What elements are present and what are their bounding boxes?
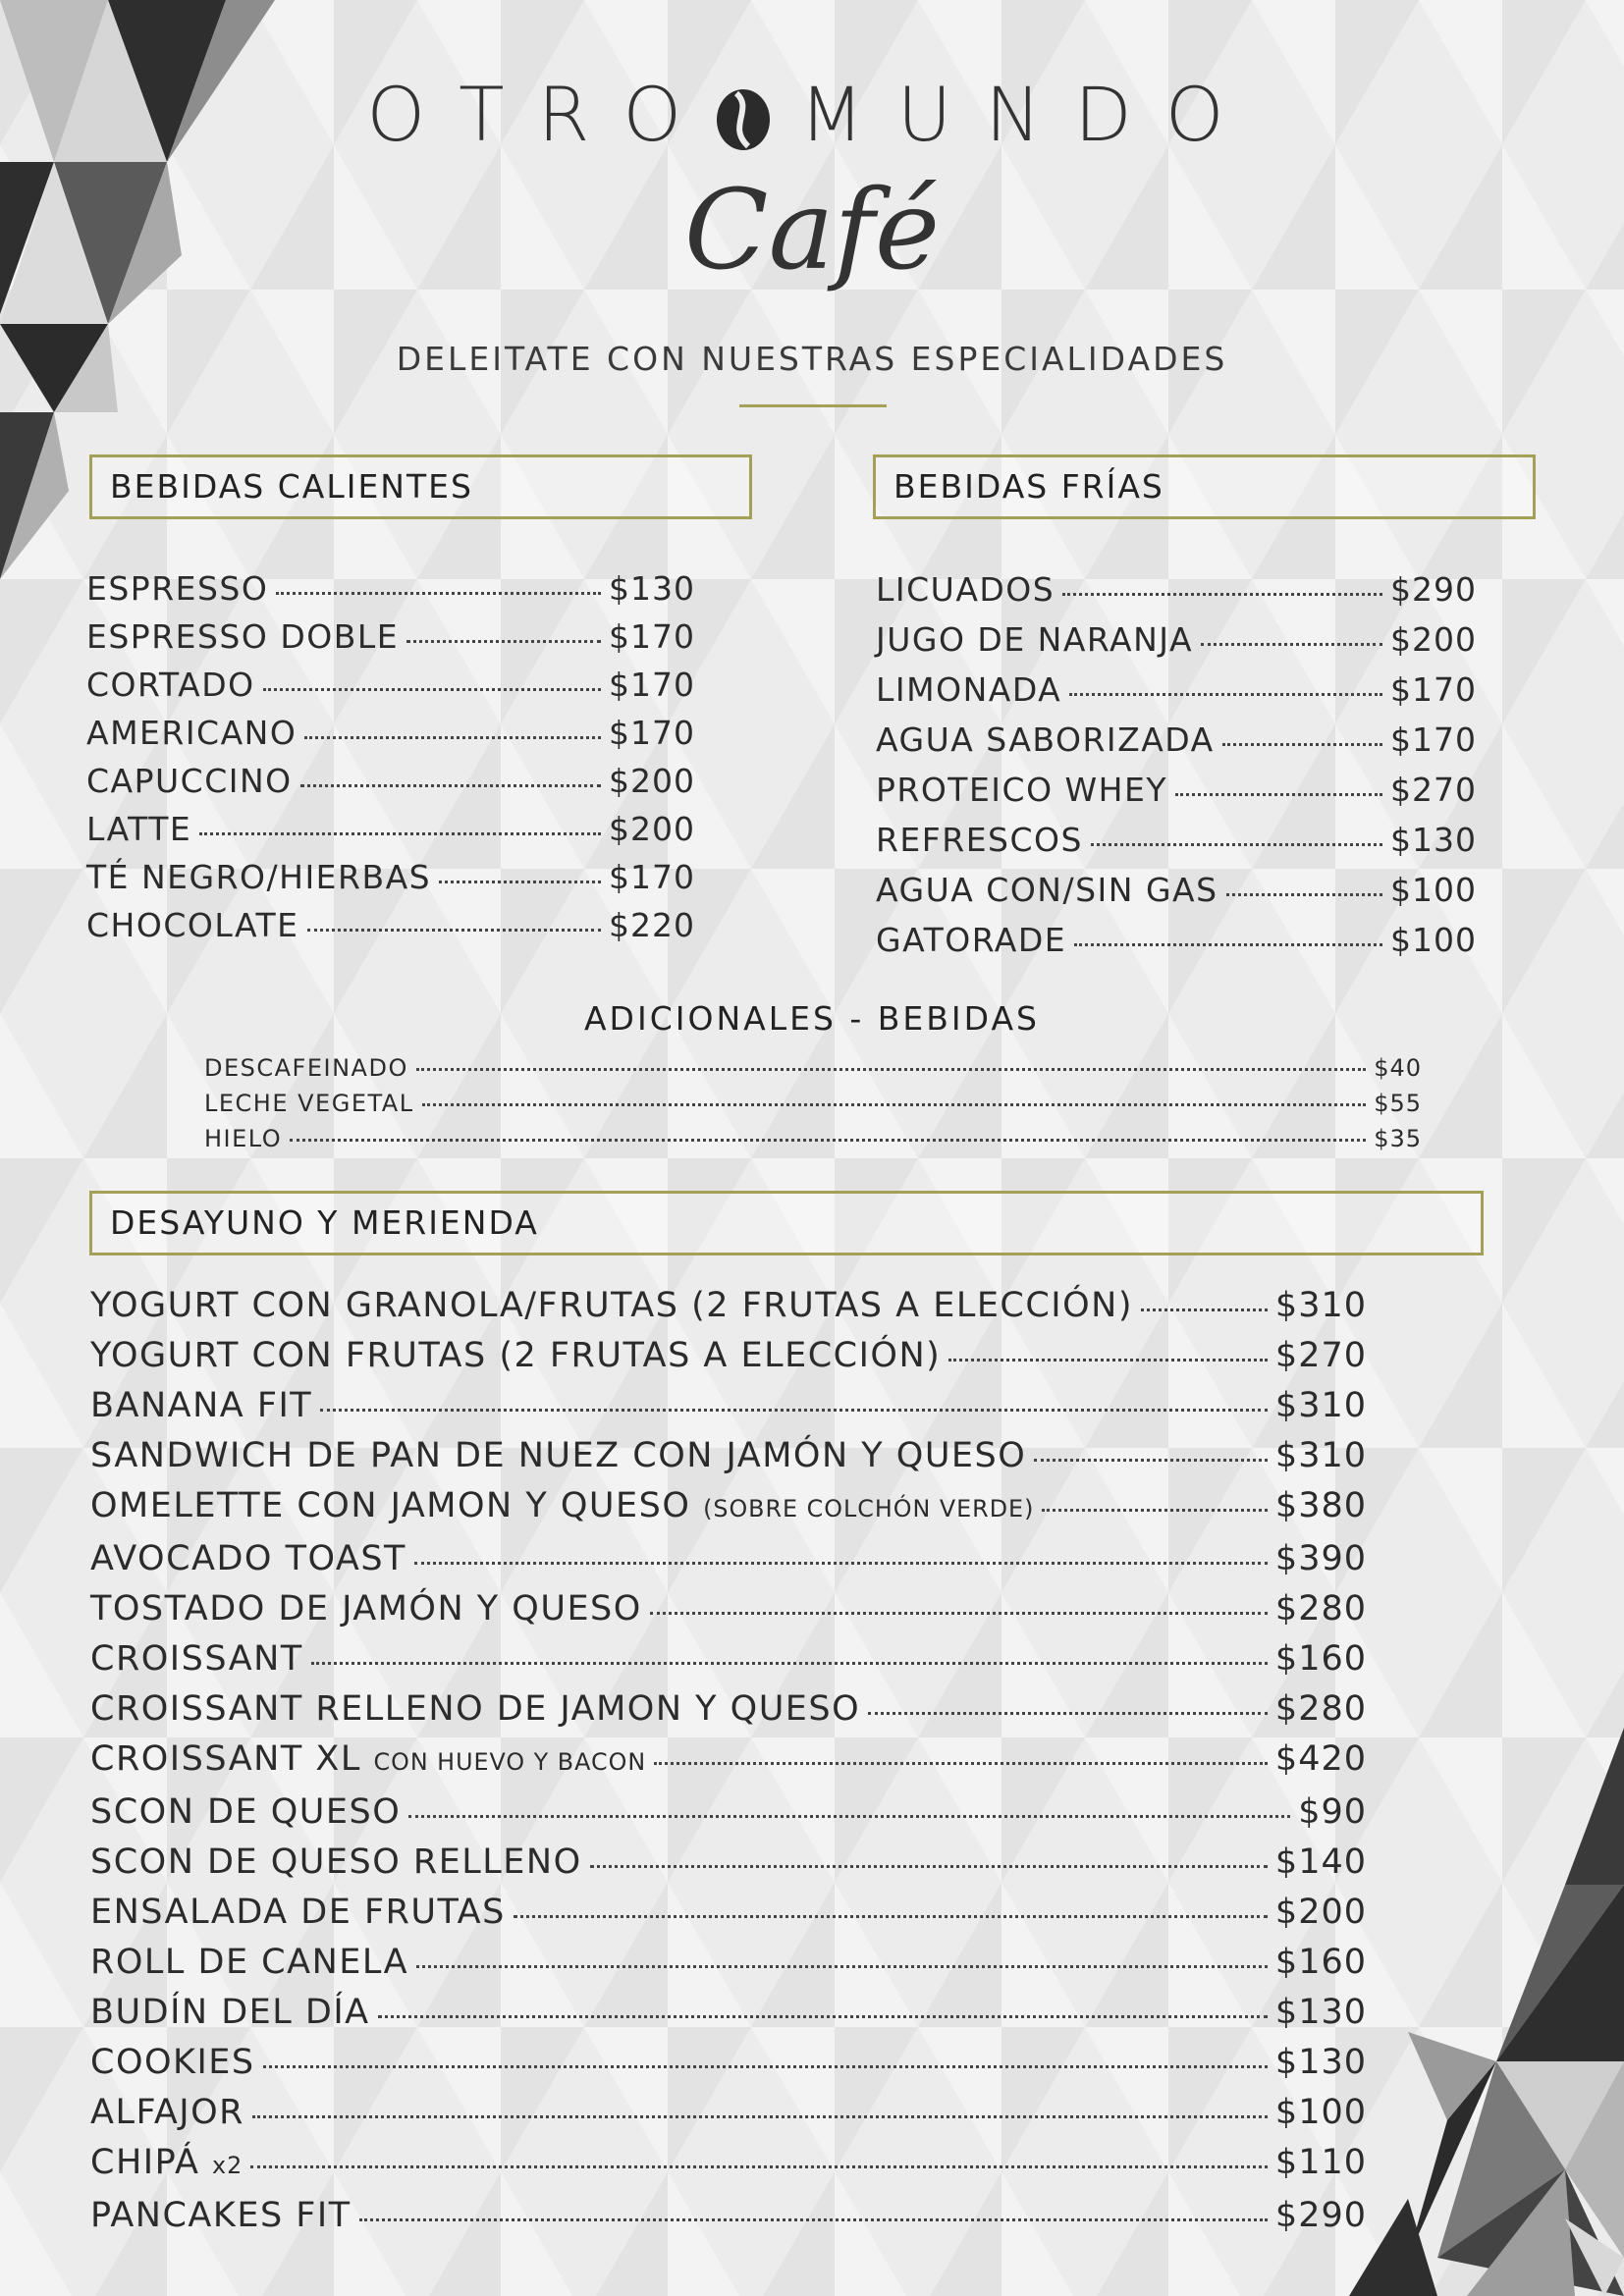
menu-item (86, 709, 695, 757)
menu-item-name (90, 1938, 408, 1988)
menu-item-name (90, 1381, 312, 1431)
menu-item-note: CON HUEVO Y BACON (373, 1748, 647, 1776)
menu-item-name (204, 1050, 408, 1086)
menu-item-name (90, 1634, 303, 1684)
menu-item (86, 613, 695, 661)
menu-item (90, 2138, 1367, 2191)
menu-item-label: CAPUCCINO (86, 762, 293, 800)
menu-item-name (86, 661, 255, 709)
menu-item-label: LATTE (86, 810, 192, 848)
dot-leader (654, 1762, 1268, 1765)
menu-item (86, 757, 695, 805)
brand-word-left: OTRO (366, 71, 716, 158)
menu-item-price: $220 (609, 906, 695, 944)
menu-item (876, 564, 1477, 614)
menu-item-price: $140 (1274, 1842, 1367, 1882)
menu-item (86, 901, 695, 949)
dot-leader (868, 1712, 1268, 1715)
menu-item (86, 661, 695, 709)
dot-leader (320, 1409, 1268, 1412)
menu-item-label: CORTADO (86, 666, 255, 704)
menu-item-name (90, 1735, 646, 1788)
menu-item-label: CROISSANT XL (90, 1739, 361, 1779)
menu-item-price: $200 (1274, 1893, 1367, 1932)
menu-item (204, 1050, 1422, 1086)
menu-item-label: ESPRESSO (86, 569, 269, 608)
menu-item-name (90, 1888, 506, 1938)
brand-logo (0, 71, 1624, 158)
menu-item (90, 2088, 1367, 2138)
menu-item-name (86, 901, 299, 949)
tagline: DELEITATE CON NUESTRAS ESPECIALIDADES (396, 340, 1228, 378)
dot-leader (1222, 743, 1382, 746)
dot-leader (1226, 893, 1382, 896)
decorative-triangles-bottom-right (1349, 1708, 1624, 2296)
menu-item-price: $130 (1274, 2043, 1367, 2082)
menu-item (90, 1381, 1367, 1431)
menu-item-label: BUDÍN DEL DÍA (90, 1993, 370, 2032)
dot-leader (1074, 943, 1382, 946)
menu-item-note: x2 (212, 2152, 244, 2179)
menu-item (90, 1584, 1367, 1634)
menu-item-name (90, 2088, 244, 2138)
dot-leader (416, 1068, 1366, 1071)
menu-item-price: $390 (1274, 1539, 1367, 1578)
menu-item (90, 1281, 1367, 1331)
dot-leader (307, 929, 602, 932)
menu-item-label: LICUADOS (876, 570, 1056, 609)
menu-item-label: LECHE VEGETAL (204, 1090, 414, 1117)
menu-item-label: BANANA FIT (90, 1386, 313, 1425)
hot-drinks-list (86, 564, 695, 949)
menu-item-name (90, 1534, 406, 1584)
menu-item-name (204, 1086, 414, 1121)
dot-leader (1091, 843, 1382, 846)
menu-item-price: $310 (1274, 1386, 1367, 1425)
dot-leader (1175, 793, 1382, 796)
dot-leader (263, 688, 601, 691)
coffee-bean-icon (715, 82, 772, 147)
menu-item-name (90, 1838, 582, 1888)
section-header-breakfast: DESAYUNO Y MERIENDA (89, 1191, 1484, 1255)
menu-item (876, 765, 1477, 815)
menu-item-price: $200 (609, 762, 695, 800)
menu-item-price: $420 (1274, 1739, 1367, 1779)
menu-item-name (876, 564, 1055, 614)
menu-item-name (86, 805, 191, 853)
breakfast-list (90, 1281, 1367, 2241)
menu-item-name (90, 1431, 1026, 1481)
section-header-cold-drinks: BEBIDAS FRÍAS (873, 454, 1536, 519)
menu-item-price: $310 (1274, 1436, 1367, 1475)
menu-item (86, 805, 695, 853)
menu-item-name (90, 1481, 1034, 1534)
menu-item-price: $200 (1390, 620, 1477, 659)
menu-item-name (90, 1684, 860, 1735)
menu-item-price: $160 (1274, 1639, 1367, 1679)
menu-item-price: $170 (1390, 721, 1477, 759)
brand-script-title: Café (683, 167, 941, 294)
menu-item-label: AGUA CON/SIN GAS (876, 871, 1218, 909)
dot-leader (263, 2065, 1268, 2068)
menu-item-price: $130 (609, 569, 695, 608)
menu-item-price: $110 (1274, 2143, 1367, 2182)
menu-item (86, 564, 695, 613)
dot-leader (1141, 1308, 1268, 1311)
menu-item-name (876, 865, 1218, 915)
menu-item-name (90, 1281, 1133, 1331)
brand-word-right: MUNDO (799, 71, 1258, 158)
menu-item-label: SANDWICH DE PAN DE NUEZ CON JAMÓN Y QUESO (90, 1436, 1027, 1475)
menu-item-price: $270 (1274, 1336, 1367, 1375)
menu-item-name (90, 1788, 401, 1838)
menu-item-label: AVOCADO TOAST (90, 1539, 406, 1578)
cold-drinks-list (876, 564, 1477, 965)
dot-leader (439, 881, 601, 883)
menu-item-label: HIELO (204, 1125, 283, 1152)
menu-item-label: CHIPÁ (90, 2143, 200, 2182)
dot-leader (948, 1359, 1268, 1362)
dot-leader (276, 592, 601, 595)
dot-leader (416, 1965, 1268, 1968)
menu-item-name (86, 613, 399, 661)
menu-item-price: $290 (1390, 570, 1477, 609)
menu-item-name (876, 765, 1167, 815)
menu-item-price: $200 (609, 810, 695, 848)
menu-item-label: GATORADE (876, 921, 1067, 959)
menu-item-label: PANCAKES FIT (90, 2196, 352, 2235)
menu-item-label: SCON DE QUESO (90, 1792, 402, 1832)
menu-item-price: $90 (1298, 1792, 1367, 1832)
dot-leader (250, 2165, 1268, 2168)
menu-item (90, 1888, 1367, 1938)
dot-leader (359, 2218, 1268, 2221)
section-header-hot-drinks: BEBIDAS CALIENTES (89, 454, 752, 519)
dot-leader (1069, 693, 1382, 696)
menu-item (90, 1788, 1367, 1838)
dot-leader (414, 1562, 1268, 1565)
extras-title: ADICIONALES - BEBIDAS (583, 999, 1040, 1038)
menu-item-label: ESPRESSO DOBLE (86, 617, 400, 656)
menu-item-price: $280 (1274, 1689, 1367, 1729)
menu-item-price: $170 (609, 666, 695, 704)
menu-item-label: ALFAJOR (90, 2093, 244, 2132)
menu-item (90, 1684, 1367, 1735)
menu-item-label: SCON DE QUESO RELLENO (90, 1842, 582, 1882)
menu-item-price: $160 (1274, 1943, 1367, 1982)
dot-leader (514, 1915, 1268, 1918)
menu-item (90, 1735, 1367, 1788)
menu-item-label: TÉ NEGRO/HIERBAS (86, 858, 432, 896)
menu-item (90, 1838, 1367, 1888)
menu-item-name (876, 715, 1215, 765)
menu-item-price: $170 (609, 858, 695, 896)
menu-item-price: $130 (1390, 821, 1477, 859)
menu-item-name (90, 1584, 642, 1634)
menu-item-label: CROISSANT RELLENO DE JAMON Y QUESO (90, 1689, 861, 1729)
menu-item-price: $170 (609, 617, 695, 656)
menu-item (90, 1481, 1367, 1534)
menu-item (204, 1121, 1422, 1156)
menu-item-name (86, 757, 293, 805)
menu-item-price: $310 (1274, 1286, 1367, 1325)
menu-item (876, 614, 1477, 665)
menu-item-label: ROLL DE CANELA (90, 1943, 409, 1982)
menu-item (876, 665, 1477, 715)
menu-item (86, 853, 695, 901)
menu-item-label: JUGO DE NARANJA (876, 620, 1194, 659)
menu-item (90, 2038, 1367, 2088)
menu-item-label: REFRESCOS (876, 821, 1083, 859)
menu-item-name (876, 614, 1193, 665)
menu-item (876, 915, 1477, 965)
menu-item (204, 1086, 1422, 1121)
menu-item (90, 1988, 1367, 2038)
dot-leader (199, 832, 601, 835)
menu-item-label: AGUA SABORIZADA (876, 721, 1215, 759)
dot-leader (290, 1139, 1366, 1142)
menu-item-name (876, 815, 1083, 865)
menu-item-price: $40 (1374, 1054, 1422, 1082)
menu-item (90, 2191, 1367, 2241)
dot-leader (408, 1815, 1290, 1818)
dot-leader (406, 640, 601, 643)
menu-item (876, 715, 1477, 765)
menu-item-price: $170 (1390, 670, 1477, 709)
menu-item-price: $170 (609, 714, 695, 752)
menu-item-name (90, 1331, 941, 1381)
menu-item-price: $35 (1374, 1125, 1422, 1152)
menu-item-price: $100 (1274, 2093, 1367, 2132)
menu-item-label: AMERICANO (86, 714, 298, 752)
menu-item-name (90, 1988, 370, 2038)
menu-item-price: $100 (1390, 921, 1477, 959)
dot-leader (590, 1865, 1268, 1868)
menu-item (90, 1938, 1367, 1988)
menu-item-price: $380 (1274, 1486, 1367, 1525)
menu-item-price: $100 (1390, 871, 1477, 909)
menu-item-label: LIMONADA (876, 670, 1062, 709)
menu-item-label: COOKIES (90, 2043, 255, 2082)
menu-item-name (876, 915, 1066, 965)
menu-item-price: $270 (1390, 771, 1477, 809)
menu-item-name (204, 1121, 282, 1156)
menu-item-name (90, 2038, 255, 2088)
menu-item-name (86, 709, 297, 757)
dot-leader (311, 1662, 1268, 1665)
dot-leader (252, 2115, 1268, 2118)
menu-item-label: YOGURT CON GRANOLA/FRUTAS (2 FRUTAS A ELECCIÓN) (90, 1286, 1134, 1325)
menu-item-label: TOSTADO DE JAMÓN Y QUESO (90, 1589, 642, 1629)
dot-leader (300, 784, 601, 787)
menu-item-price: $55 (1374, 1090, 1422, 1117)
menu-item-name (876, 665, 1061, 715)
dot-leader (1034, 1459, 1268, 1462)
dot-leader (650, 1612, 1268, 1615)
menu-item-label: CROISSANT (90, 1639, 303, 1679)
menu-item (90, 1431, 1367, 1481)
menu-item-note: (SOBRE COLCHÓN VERDE) (703, 1495, 1035, 1522)
menu-item (876, 865, 1477, 915)
dot-leader (1042, 1509, 1268, 1512)
menu-item-name (90, 2138, 243, 2191)
dot-leader (1201, 643, 1382, 646)
menu-item-label: OMELETTE CON JAMON Y QUESO (90, 1486, 691, 1525)
menu-item-name (90, 2191, 352, 2241)
menu-item-name (86, 564, 268, 613)
menu-item-name (86, 853, 431, 901)
dot-leader (378, 2015, 1268, 2018)
menu-item-label: DESCAFEINADO (204, 1054, 408, 1082)
menu-item-label: PROTEICO WHEY (876, 771, 1168, 809)
menu-item (90, 1331, 1367, 1381)
menu-item (876, 815, 1477, 865)
dot-leader (304, 736, 601, 739)
menu-item (90, 1634, 1367, 1684)
menu-item-price: $130 (1274, 1993, 1367, 2032)
menu-item-price: $290 (1274, 2196, 1367, 2235)
menu-item (90, 1534, 1367, 1584)
extras-list (204, 1050, 1422, 1156)
accent-divider (739, 404, 887, 407)
menu-item-label: ENSALADA DE FRUTAS (90, 1893, 506, 1932)
dot-leader (422, 1103, 1367, 1106)
dot-leader (1062, 593, 1382, 596)
menu-item-label: CHOCOLATE (86, 906, 299, 944)
menu-item-label: YOGURT CON FRUTAS (2 FRUTAS A ELECCIÓN) (90, 1336, 942, 1375)
menu-item-price: $280 (1274, 1589, 1367, 1629)
